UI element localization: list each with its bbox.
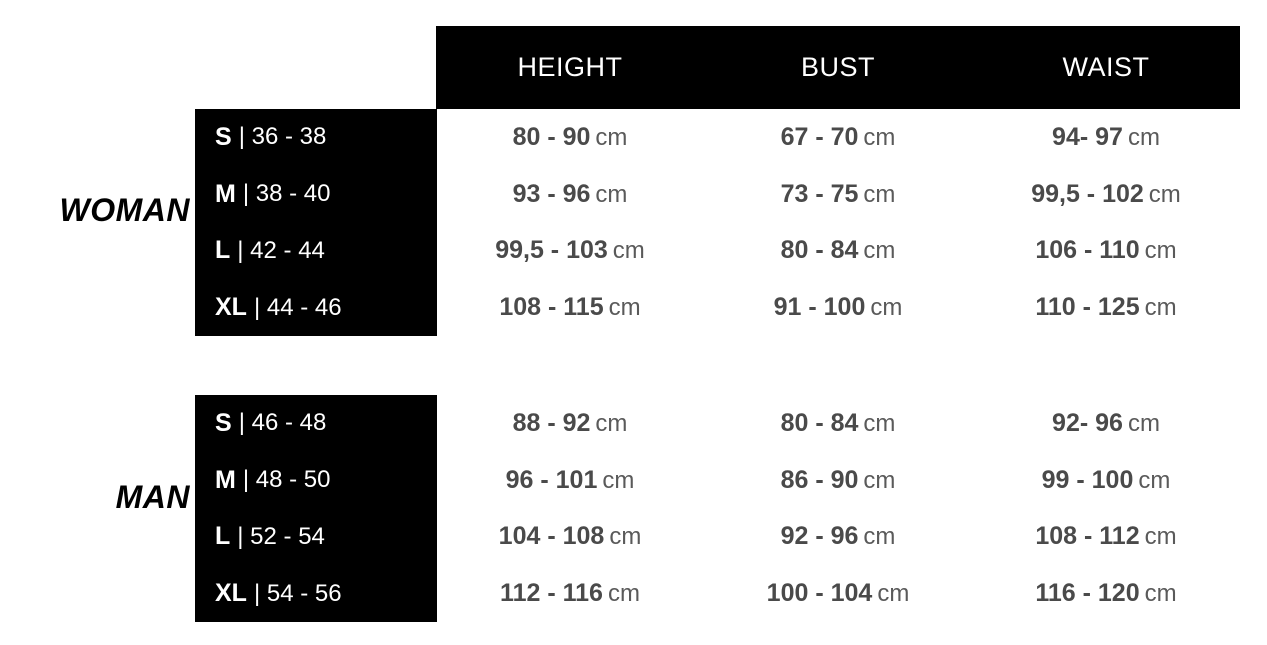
- size-eu-range: | 38 - 40: [242, 180, 331, 208]
- column-header-height: HEIGHT: [517, 52, 623, 82]
- size-cell: [195, 565, 437, 622]
- table-row: [436, 109, 1240, 166]
- table-row: [436, 395, 1240, 452]
- cell-bust: 67 - 70 cm: [780, 122, 896, 151]
- cell-waist: 94- 97 cm: [1052, 122, 1160, 151]
- cell-height: 112 - 116 cm: [500, 579, 640, 608]
- size-eu-range: | 46 - 48: [238, 409, 327, 437]
- cell-height: 93 - 96 cm: [512, 179, 628, 208]
- cell-waist: 108 - 112 cm: [1035, 522, 1177, 551]
- cell-waist: 92- 96 cm: [1052, 408, 1160, 437]
- size-eu-range: | 44 - 46: [253, 293, 342, 321]
- size-code: S: [215, 122, 232, 151]
- size-column-woman: [195, 109, 437, 336]
- group-label-woman: WOMAN: [59, 192, 190, 228]
- table-row: [436, 166, 1240, 223]
- cell-bust: 92 - 96 cm: [780, 522, 896, 551]
- cell-height: 108 - 115 cm: [499, 293, 641, 322]
- size-cell: [195, 223, 437, 280]
- size-eu-range: | 42 - 44: [237, 236, 325, 264]
- cell-waist: 116 - 120 cm: [1035, 579, 1177, 608]
- cell-waist: 106 - 110 cm: [1035, 236, 1177, 265]
- size-code: XL: [215, 293, 247, 322]
- cell-bust: 73 - 75 cm: [780, 179, 896, 208]
- size-cell: [195, 279, 437, 336]
- table-row: [436, 565, 1240, 622]
- size-cell: [195, 395, 437, 452]
- size-code: XL: [215, 579, 247, 608]
- size-code: L: [215, 522, 231, 551]
- size-column-man: [195, 395, 437, 622]
- size-cell: [195, 109, 437, 166]
- table-header-row: [436, 26, 1240, 109]
- size-code: M: [215, 179, 236, 208]
- cell-bust: 80 - 84 cm: [780, 408, 896, 437]
- cell-waist: 110 - 125 cm: [1035, 293, 1177, 322]
- column-header-bust: BUST: [800, 52, 875, 82]
- cell-bust: 100 - 104 cm: [766, 579, 910, 608]
- size-code: L: [215, 236, 231, 265]
- table-row: [436, 509, 1240, 566]
- cell-bust: 86 - 90 cm: [780, 465, 896, 494]
- cell-height: 96 - 101 cm: [505, 465, 635, 494]
- cell-bust: 91 - 100 cm: [773, 293, 903, 322]
- cell-waist: 99 - 100 cm: [1041, 465, 1171, 494]
- measurements-man: [436, 395, 1240, 622]
- cell-bust: 80 - 84 cm: [780, 236, 896, 265]
- size-cell: [195, 509, 437, 566]
- table-row: [436, 279, 1240, 336]
- cell-height: 80 - 90 cm: [512, 122, 628, 151]
- column-header-waist: WAIST: [1062, 52, 1150, 82]
- size-eu-range: | 52 - 54: [237, 522, 325, 550]
- size-eu-range: | 48 - 50: [242, 466, 331, 494]
- cell-height: 99,5 - 103 cm: [495, 236, 645, 265]
- size-cell: [195, 452, 437, 509]
- group-label-man: MAN: [115, 479, 190, 515]
- cell-height: 88 - 92 cm: [512, 408, 628, 437]
- table-row: [436, 452, 1240, 509]
- size-eu-range: | 36 - 38: [238, 123, 327, 151]
- table-row: [436, 223, 1240, 280]
- size-code: S: [215, 408, 232, 437]
- size-cell: [195, 166, 437, 223]
- size-eu-range: | 54 - 56: [253, 579, 342, 607]
- measurements-woman: [436, 109, 1240, 336]
- cell-waist: 99,5 - 102 cm: [1031, 179, 1181, 208]
- cell-height: 104 - 108 cm: [498, 522, 642, 551]
- size-code: M: [215, 465, 236, 494]
